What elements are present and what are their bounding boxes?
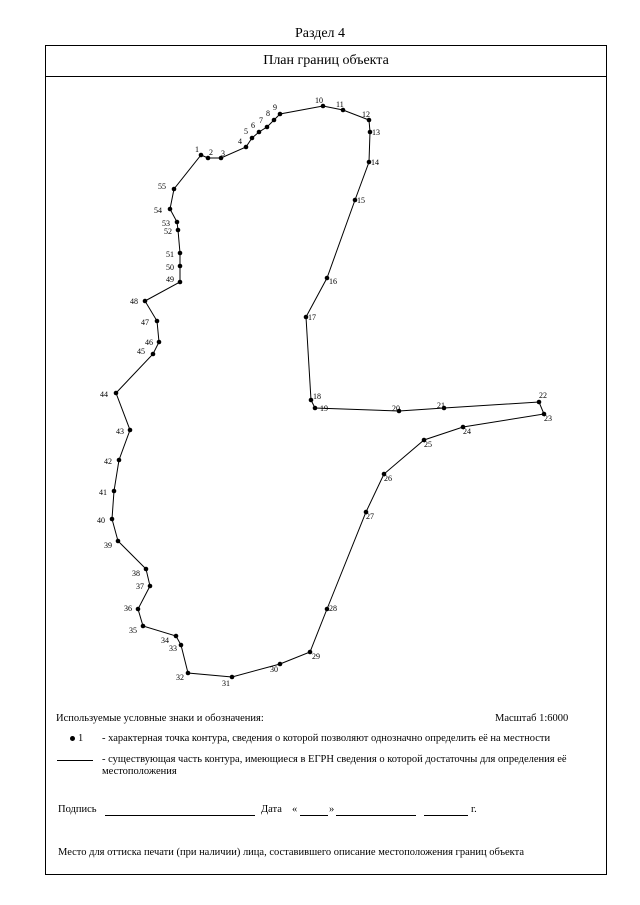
point-label: 12: [362, 110, 370, 119]
point-label: 25: [424, 440, 432, 449]
boundary-point: [148, 584, 153, 589]
boundary-point: [128, 428, 133, 433]
date-label: Дата: [261, 804, 282, 815]
section-title: Раздел 4: [294, 26, 346, 41]
boundary-point: [143, 299, 148, 304]
boundary-point: [265, 125, 270, 130]
date-year-line: [424, 815, 468, 816]
legend-point-number: 1: [78, 733, 84, 744]
point-label: 42: [104, 457, 112, 466]
point-label: 19: [320, 404, 328, 413]
signature-label: Подпись: [58, 804, 97, 815]
boundary-point: [186, 671, 191, 676]
point-label: 14: [371, 158, 379, 167]
date-day-line: [300, 815, 328, 816]
signature-line: [105, 815, 255, 816]
boundary-point: [199, 153, 204, 158]
point-label: 48: [130, 297, 138, 306]
boundary-point: [175, 220, 180, 225]
point-label: 47: [141, 318, 149, 327]
boundary-point: [257, 130, 262, 135]
point-label: 29: [312, 652, 320, 661]
point-label: 40: [97, 516, 105, 525]
point-label: 39: [104, 541, 112, 550]
point-label: 18: [313, 392, 321, 401]
point-label: 34: [161, 636, 169, 645]
legend-title: Используемые условные знаки и обозначения:: [56, 713, 264, 724]
boundary-point: [116, 539, 121, 544]
boundary-point: [537, 400, 542, 405]
point-label: 21: [437, 401, 445, 410]
year-suffix: г.: [471, 804, 477, 815]
boundary-point: [168, 207, 173, 212]
point-label: 9: [273, 103, 277, 112]
boundary-point: [178, 251, 183, 256]
point-label: 53: [162, 219, 170, 228]
boundary-point: [272, 118, 277, 123]
boundary-contour: [112, 106, 544, 677]
point-label: 4: [238, 137, 242, 146]
point-label: 10: [315, 96, 323, 105]
boundary-point: [176, 228, 181, 233]
boundary-point: [250, 136, 255, 141]
legend-line-description: - существующая часть контура, имеющиеся в ЕГРН сведения о которой достаточны для определения её местоположения: [102, 754, 567, 777]
plan-title: План границ объекта: [46, 46, 606, 77]
boundary-points: [110, 104, 547, 680]
point-label: 23: [544, 414, 552, 423]
stamp-place-text: Место для оттиска печати (при наличии) лица, составившего описание местоположения границ объекта: [58, 847, 525, 858]
legend-point-symbol: [70, 736, 75, 741]
quote-close: »: [329, 804, 335, 815]
legend-line-symbol: [57, 760, 93, 761]
boundary-point: [112, 489, 117, 494]
point-label: 36: [124, 604, 132, 613]
point-label: 55: [158, 182, 166, 191]
point-label: 27: [366, 512, 374, 521]
point-label: 37: [136, 582, 144, 591]
boundary-point: [278, 112, 283, 117]
boundary-point: [110, 517, 115, 522]
point-label: 2: [209, 148, 213, 157]
boundary-point: [178, 280, 183, 285]
point-labels: [97, 96, 552, 688]
point-label: 11: [336, 100, 344, 109]
boundary-point: [155, 319, 160, 324]
boundary-point: [244, 145, 249, 150]
boundary-point: [179, 643, 184, 648]
point-label: 50: [166, 263, 174, 272]
boundary-point: [117, 458, 122, 463]
point-label: 17: [308, 313, 316, 322]
boundary-point: [157, 340, 162, 345]
scale-label: Масштаб 1:6000: [495, 713, 569, 724]
point-label: 3: [221, 149, 225, 158]
point-label: 1: [195, 145, 199, 154]
point-label: 52: [164, 227, 172, 236]
boundary-point: [141, 624, 146, 629]
point-label: 32: [176, 673, 184, 682]
boundary-point: [313, 406, 318, 411]
point-label: 8: [266, 109, 270, 118]
quote-open: «: [292, 804, 298, 815]
point-label: 45: [137, 347, 145, 356]
point-label: 24: [463, 427, 471, 436]
boundary-point: [151, 352, 156, 357]
boundary-point: [178, 264, 183, 269]
point-label: 31: [222, 679, 230, 688]
point-label: 35: [129, 626, 137, 635]
boundary-point: [172, 187, 177, 192]
legend-point-description: - характерная точка контура, сведения о которой позволяют однозначно определить её на местности: [102, 733, 551, 744]
point-label: 20: [392, 404, 400, 413]
signature-row: [58, 804, 618, 818]
point-label: 13: [372, 128, 380, 137]
point-label: 43: [116, 427, 124, 436]
point-label: 28: [329, 604, 337, 613]
boundary-point: [278, 662, 283, 667]
date-month-line: [336, 815, 416, 816]
boundary-point: [114, 391, 119, 396]
point-label: 49: [166, 275, 174, 284]
point-label: 33: [169, 644, 177, 653]
point-label: 44: [100, 390, 108, 399]
point-label: 46: [145, 338, 153, 347]
point-label: 6: [251, 121, 255, 130]
boundary-point: [144, 567, 149, 572]
point-label: 22: [539, 391, 547, 400]
point-label: 51: [166, 250, 174, 259]
boundary-point: [174, 634, 179, 639]
point-label: 54: [154, 206, 162, 215]
point-label: 38: [132, 569, 140, 578]
point-label: 7: [259, 116, 263, 125]
point-label: 15: [357, 196, 365, 205]
point-label: 30: [270, 665, 278, 674]
point-label: 5: [244, 127, 248, 136]
boundary-point: [230, 675, 235, 680]
point-label: 16: [329, 277, 337, 286]
boundary-point: [136, 607, 141, 612]
point-label: 41: [99, 488, 107, 497]
point-label: 26: [384, 474, 392, 483]
